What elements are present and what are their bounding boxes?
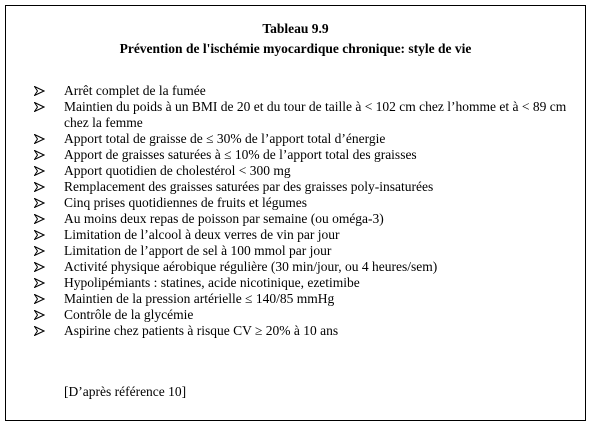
list-item: [34, 227, 575, 243]
arrowhead-bullet-icon: [34, 259, 46, 275]
table-title: Prévention de l'ischémie myocardique chronique: style de vie: [119, 41, 472, 56]
list-item-text: Arrêt complet de la fumée: [64, 83, 206, 98]
list-item-text: Maintien du poids à un BMI de 20 et du tour de taille à < 102 cm chez l’homme et à < 89 cm chez la femme: [64, 99, 567, 130]
list-item: [34, 83, 575, 99]
list-item: [34, 259, 575, 275]
list-item: [34, 147, 575, 163]
arrowhead-bullet-icon: [34, 163, 46, 179]
list-item: [34, 211, 575, 227]
list-item-text: Apport quotidien de cholestérol < 300 mg: [64, 163, 291, 178]
list-item-text: Limitation de l’apport de sel à 100 mmol par jour: [64, 243, 332, 258]
arrowhead-bullet-icon: [34, 291, 46, 307]
arrowhead-bullet-icon: [34, 307, 46, 323]
list-item: [34, 275, 575, 291]
list-item-text: Aspirine chez patients à risque CV ≥ 20% à 10 ans: [64, 323, 339, 338]
recommendation-list: [34, 83, 575, 339]
arrowhead-bullet-icon: [34, 275, 46, 291]
table-number: Tableau 9.9: [262, 21, 329, 36]
arrowhead-bullet-icon: [34, 147, 46, 163]
arrowhead-bullet-icon: [34, 179, 46, 195]
arrowhead-bullet-icon: [34, 211, 46, 227]
arrowhead-bullet-icon: [34, 131, 46, 147]
list-item: [34, 99, 575, 131]
list-item-text: Limitation de l’alcool à deux verres de vin par jour: [64, 227, 340, 242]
list-item: [34, 131, 575, 147]
reference-note: [D’après référence 10]: [64, 384, 187, 399]
list-item: [34, 195, 575, 211]
list-item-text: Remplacement des graisses saturées par des graisses poly-insaturées: [64, 179, 434, 194]
list-item-text: Apport de graisses saturées à ≤ 10% de l’apport total des graisses: [64, 147, 417, 162]
arrowhead-bullet-icon: [34, 227, 46, 243]
list-item: [34, 163, 575, 179]
list-item-text: Hypolipémiants : statines, acide nicotinique, ezetimibe: [64, 275, 360, 290]
list-item: [34, 243, 575, 259]
list-item-text: Contrôle de la glycémie: [64, 307, 194, 322]
list-item-text: Maintien de la pression artérielle ≤ 140/85 mmHg: [64, 291, 335, 306]
arrowhead-bullet-icon: [34, 323, 46, 339]
arrowhead-bullet-icon: [34, 195, 46, 211]
arrowhead-bullet-icon: [34, 243, 46, 259]
list-item: [34, 307, 575, 323]
list-item-text: Activité physique aérobique régulière (30 min/jour, ou 4 heures/sem): [64, 259, 438, 274]
list-item: [34, 179, 575, 195]
list-item: [34, 323, 575, 339]
list-item: [34, 291, 575, 307]
arrowhead-bullet-icon: [34, 83, 46, 99]
list-item-text: Apport total de graisse de ≤ 30% de l’apport total d’énergie: [64, 131, 386, 146]
list-item-text: Cinq prises quotidiennes de fruits et légumes: [64, 195, 307, 210]
arrowhead-bullet-icon: [34, 99, 46, 115]
table-frame: [5, 5, 586, 421]
list-item-text: Au moins deux repas de poisson par semaine (ou oméga-3): [64, 211, 384, 226]
